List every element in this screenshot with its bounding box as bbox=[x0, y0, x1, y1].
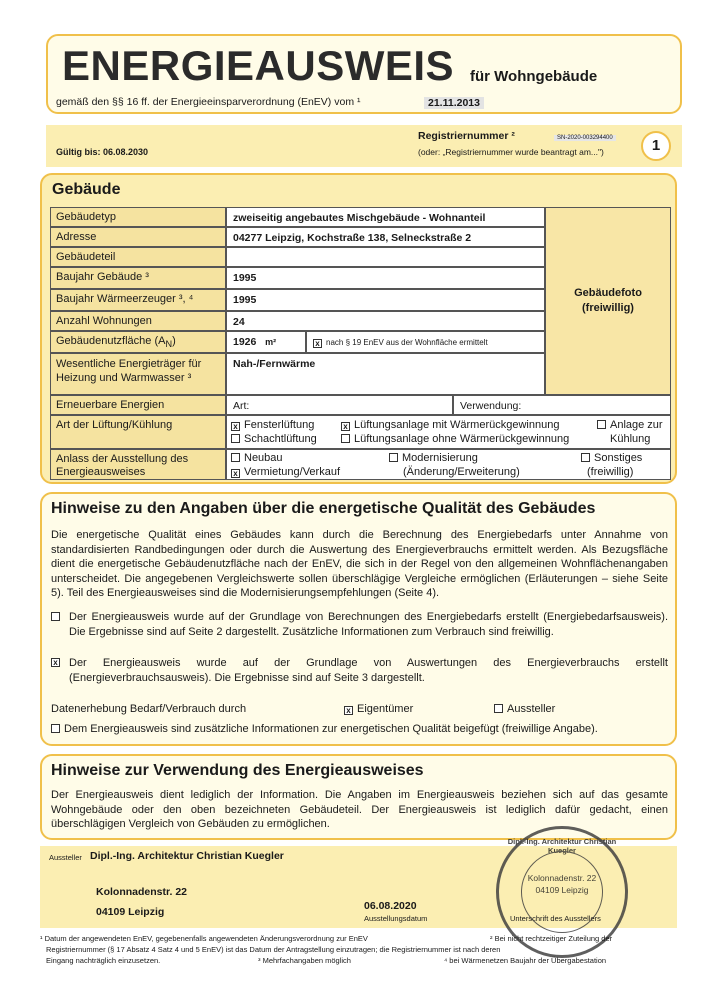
signature-label: Unterschrift des Ausstellers bbox=[510, 914, 601, 923]
option-rent-sale[interactable]: x Vermietung/Verkauf bbox=[231, 466, 340, 478]
row-label-renewables: Erneuerbare Energien bbox=[50, 395, 226, 415]
footnote-3: ³ Mehrfachangaben möglich bbox=[258, 956, 351, 965]
option-additional-info[interactable]: Dem Energieausweis sind zusätzliche Informationen zur energetischen Qualität beigefügt (freiwillige Angabe). bbox=[51, 722, 668, 737]
issuer-city: 04109 Leipzig bbox=[96, 906, 165, 918]
issue-date: 06.08.2020 bbox=[364, 900, 417, 912]
row-label-usable-area: Gebäudenutzfläche $(A_N)$ bbox=[50, 331, 226, 353]
row-label-building-part: Gebäudeteil bbox=[50, 247, 226, 267]
row-label-occasion: Anlass der Ausstellung des Energieausweises bbox=[50, 449, 226, 480]
footnote-4: ⁴ bei Wärmenetzen Baujahr der Übergabestation bbox=[444, 956, 607, 965]
row-label-ventilation: Art der Lüftung/Kühlung bbox=[50, 415, 226, 449]
checkbox-icon[interactable] bbox=[389, 453, 398, 462]
checkbox-icon[interactable] bbox=[597, 420, 606, 429]
checkbox-icon[interactable]: x bbox=[231, 422, 240, 431]
building-photo-placeholder bbox=[545, 207, 671, 395]
row-label-heater-year: Baujahr Wärmeerzeuger ³, ⁴ bbox=[50, 289, 226, 311]
occasion-options bbox=[226, 449, 671, 480]
quality-explanation: Die energetische Qualität eines Gebäudes kann durch die Berechnung des Energiebedarfs unter Annahme von standardisierten Randbedingungen oder durch die Auswertung des Energieverbrauchs ermittelt werden. Als Bezugsfläche dient die energetische Gebäudenutzfläche nach der EnEV, die sich in der Regel von den allgemeinen Wohnflächenangaben unterscheidet. Die angegebenen Vergleichswerte sollen überschlägige Vergleiche ermöglichen (Erläuterungen – siehe Seite 5). Teil des Energieausweises sind die Modernisierungsempfehlungen (Seite 4). bbox=[51, 529, 668, 599]
photo-optional-label: (freiwillig) bbox=[582, 302, 634, 314]
usage-text: Der Energieausweis dient lediglich der Information. Die Angaben im Energieausweis beziehen sich auf das gesamte Wohngebäude oder den oben bezeichneten Gebäudeteil. Der Energieausweis ist lediglich dafür gedacht, einen überschlägigen Vergleich von Gebäuden zu ermöglichen. bbox=[51, 789, 668, 830]
row-value-heater-year: 1995 bbox=[226, 289, 545, 311]
photo-label: Gebäudefoto bbox=[574, 287, 642, 299]
registration-note: (oder: „Registriernummer wurde beantragt am...") bbox=[418, 147, 604, 157]
option-other-note: (freiwillig) bbox=[587, 466, 634, 478]
certificate-header bbox=[46, 34, 682, 114]
checkbox-area-method[interactable]: x bbox=[313, 339, 322, 348]
option-modernisation-note: (Änderung/Erweiterung) bbox=[403, 466, 520, 478]
row-value-building-part bbox=[226, 247, 545, 267]
checkbox-icon[interactable]: x bbox=[51, 658, 60, 667]
row-label-building-type: Gebäudetyp bbox=[50, 207, 226, 227]
checkbox-icon[interactable] bbox=[494, 704, 503, 713]
row-value-usable-area: 1926 m² bbox=[226, 331, 306, 353]
row-value-energy-carrier: Nah-/Fernwärme bbox=[226, 353, 545, 395]
energy-quality-notes bbox=[40, 492, 677, 746]
option-cooling-system-line2: Kühlung bbox=[610, 433, 651, 445]
section-title: Hinweise zur Verwendung des Energieausweises bbox=[51, 762, 424, 779]
legal-basis: gemäß den §§ 16 ff. der Energieeinsparverordnung (EnEV) vom ¹ bbox=[56, 96, 361, 108]
footnote-1: ¹ Datum der angewendeten EnEV, gegebenenfalls angewendeten Änderungsverordnung zur EnEV bbox=[40, 934, 368, 943]
row-value-apartments: 24 bbox=[226, 311, 545, 331]
renewable-use-field: Verwendung: bbox=[453, 395, 671, 415]
stamp-city: 04109 Leipzig bbox=[535, 885, 589, 895]
option-modernisation[interactable]: Modernisierung bbox=[389, 452, 478, 464]
footnote-1-cont: Registriernummer (§ 17 Absatz 4 Satz 4 und 5 EnEV) ist das Datum der Antragstellung einzutragen; die Registriernummer ist nach deren bbox=[46, 945, 501, 954]
issue-date-label: Ausstellungsdatum bbox=[364, 914, 428, 923]
issuer-street: Kolonnadenstr. 22 bbox=[96, 886, 188, 898]
issuer-name: Dipl.-Ing. Architektur Christian Kuegler bbox=[90, 850, 284, 862]
section-title: Gebäude bbox=[52, 181, 121, 198]
checkbox-icon[interactable]: x bbox=[341, 422, 350, 431]
row-label-year-built: Baujahr Gebäude ³ bbox=[50, 267, 226, 289]
option-demand-certificate[interactable]: Der Energieausweis wurde auf der Grundlage von Berechnungen des Energiebedarfs erstellt (Energiebedarfsausweis). Die Ergebnisse sind auf Seite 2 dargestellt. Zusätzliche Informationen zum Verbrauch sind freiwillig. bbox=[51, 610, 668, 639]
option-owner[interactable]: x Eigentümer bbox=[344, 702, 413, 717]
option-consumption-certificate[interactable]: x Der Energieausweis wurde auf der Grundlage von Auswertungen des Energieverbrauchs erstellt (Energieverbrauchsausweis). Die Ergebnisse sind auf Seite 3 dargestellt. bbox=[51, 656, 668, 685]
document-title: ENERGIEAUSWEIS bbox=[62, 42, 455, 89]
option-cooling-system[interactable]: Anlage zur bbox=[597, 419, 663, 431]
checkbox-icon[interactable] bbox=[341, 434, 350, 443]
usage-notes bbox=[40, 754, 677, 840]
option-ventilation-heat-recovery[interactable]: x Lüftungsanlage mit Wärmerückgewinnung bbox=[341, 419, 559, 431]
stamp-street: Kolonnadenstr. 22 bbox=[527, 873, 597, 883]
footnote-1-end: Eingang nachträglich einzusetzen. bbox=[46, 956, 161, 965]
checkbox-icon[interactable] bbox=[231, 434, 240, 443]
option-ventilation-no-recovery[interactable]: Lüftungsanlage ohne Wärmerückgewinnung bbox=[341, 433, 569, 445]
validity-bar bbox=[46, 125, 682, 167]
footnote-2: ² Bei nicht rechtzeitiger Zuteilung der bbox=[490, 934, 613, 943]
renewable-kind-field: Art: bbox=[226, 395, 453, 415]
row-label-address: Adresse bbox=[50, 227, 226, 247]
option-new-build[interactable]: Neubau bbox=[231, 452, 283, 464]
valid-until: Gültig bis: 06.08.2030 bbox=[56, 147, 149, 157]
registration-number: SN-2020-003294400 bbox=[554, 135, 616, 141]
building-section bbox=[40, 173, 677, 484]
option-shaft-ventilation[interactable]: Schachtlüftung bbox=[231, 433, 317, 445]
document-title-suffix: für Wohngebäude bbox=[470, 68, 598, 85]
ventilation-options bbox=[226, 415, 671, 449]
checkbox-icon[interactable] bbox=[231, 453, 240, 462]
registration-label: Registriernummer ² bbox=[418, 130, 515, 142]
checkbox-icon[interactable]: x bbox=[231, 469, 240, 478]
row-label-energy-carrier: Wesentliche Energieträger für Heizung und Warmwasser ³ bbox=[50, 353, 226, 395]
checkbox-icon[interactable]: x bbox=[344, 706, 353, 715]
regulation-date: 21.11.2013 bbox=[424, 97, 484, 109]
checkbox-icon[interactable] bbox=[51, 612, 60, 621]
row-value-address: 04277 Leipzig, Kochstraße 138, Selneckstraße 2 bbox=[226, 227, 545, 247]
usable-area-method: x nach § 19 EnEV aus der Wohnfläche ermittelt bbox=[306, 331, 545, 353]
row-label-apartments: Anzahl Wohnungen bbox=[50, 311, 226, 331]
row-value-year-built: 1995 bbox=[226, 267, 545, 289]
option-other[interactable]: Sonstiges bbox=[581, 452, 642, 464]
page-number-badge: 1 bbox=[641, 131, 671, 161]
data-collection-label: Datenerhebung Bedarf/Verbrauch durch bbox=[51, 703, 247, 715]
stamp-ring-text: Dipl.-Ing. Architektur Christian Kuegler bbox=[507, 837, 617, 855]
section-title: Hinweise zu den Angaben über die energetische Qualität des Gebäudes bbox=[51, 500, 596, 517]
issuer-label: Aussteller bbox=[49, 853, 82, 862]
row-value-building-type: zweiseitig angebautes Mischgebäude - Wohnanteil bbox=[226, 207, 545, 227]
option-window-ventilation[interactable]: x Fensterlüftung bbox=[231, 419, 314, 431]
checkbox-icon[interactable] bbox=[51, 724, 60, 733]
option-issuer[interactable]: Aussteller bbox=[494, 702, 555, 717]
checkbox-icon[interactable] bbox=[581, 453, 590, 462]
